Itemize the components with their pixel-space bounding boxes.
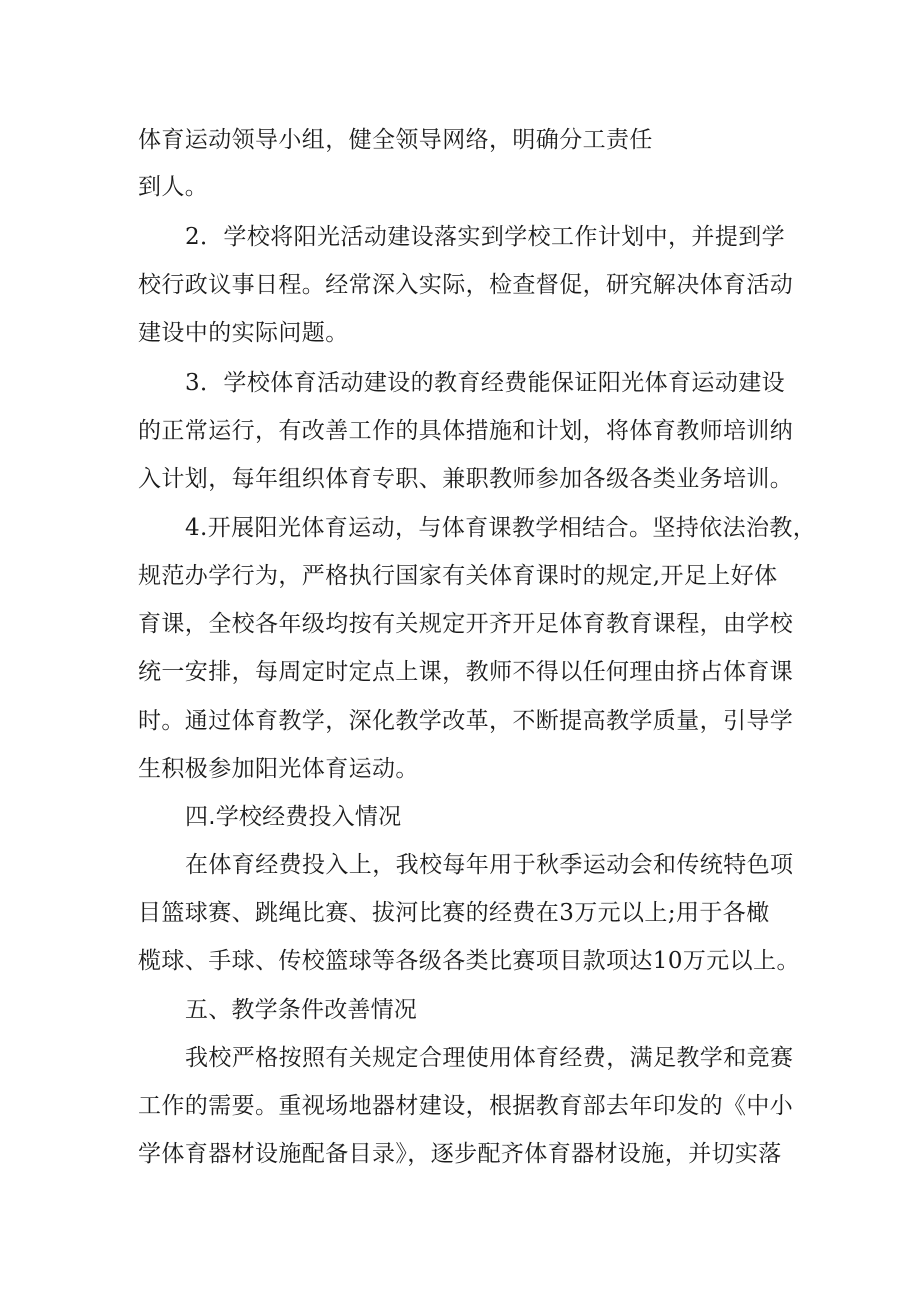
paragraph-line: 时。通过体育教学，深化教学改革，不断提高教学质量，引导学 xyxy=(138,708,794,734)
paragraph-line: 体育运动领导小组，健全领导网络，明确分工责任 xyxy=(138,127,653,153)
paragraph-line: 我校严格按照有关规定合理使用体育经费，满足教学和竞赛 xyxy=(185,1045,794,1071)
paragraph-line: 校行政议事日程。经常深入实际，检查督促，研究解决体育活动 xyxy=(138,272,794,298)
paragraph-line: 入计划，每年组织体育专职、兼职教师参加各级各类业务培训。 xyxy=(138,466,794,492)
paragraph-line: 的正常运行，有改善工作的具体措施和计划，将体育教师培训纳 xyxy=(138,418,794,444)
paragraph-line: 2．学校将阳光活动建设落实到学校工作计划中，并提到学 xyxy=(185,224,786,250)
paragraph-line: 工作的需要。重视场地器材建设，根据教育部去年印发的《中小 xyxy=(138,1093,794,1119)
paragraph-line: 榄球、手球、传校篮球等各级各类比赛项目款项达10万元以上。 xyxy=(138,948,800,974)
section-heading: 四.学校经费投入情况 xyxy=(185,804,402,830)
paragraph-line: 在体育经费投入上，我校每年用于秋季运动会和传统特色项 xyxy=(185,852,794,878)
paragraph-line: 目篮球赛、跳绳比赛、拔河比赛的经费在3万元以上;用于各橄 xyxy=(138,900,770,926)
paragraph-line: 统一安排，每周定时定点上课，教师不得以任何理由挤占体育课 xyxy=(138,659,794,685)
paragraph-line: 4.开展阳光体育运动，与体育课教学相结合。坚持依法治教， xyxy=(185,515,817,541)
paragraph-line: 规范办学行为，严格执行国家有关体育课时的规定,开足上好体 xyxy=(138,563,778,589)
paragraph-line: 育课，全校各年级均按有关规定开齐开足体育教育课程，由学校 xyxy=(138,611,794,637)
paragraph-line: 生积极参加阳光体育运动。 xyxy=(138,756,419,782)
section-heading: 五、教学条件改善情况 xyxy=(185,997,417,1023)
paragraph-line: 建设中的实际问题。 xyxy=(138,320,349,346)
paragraph-line: 到人。 xyxy=(138,174,209,200)
paragraph-line: 学体育器材设施配备目录》，逐步配齐体育器材设施，并切实落 xyxy=(138,1141,782,1167)
paragraph-line: 3．学校体育活动建设的教育经费能保证阳光体育运动建设 xyxy=(185,370,786,396)
